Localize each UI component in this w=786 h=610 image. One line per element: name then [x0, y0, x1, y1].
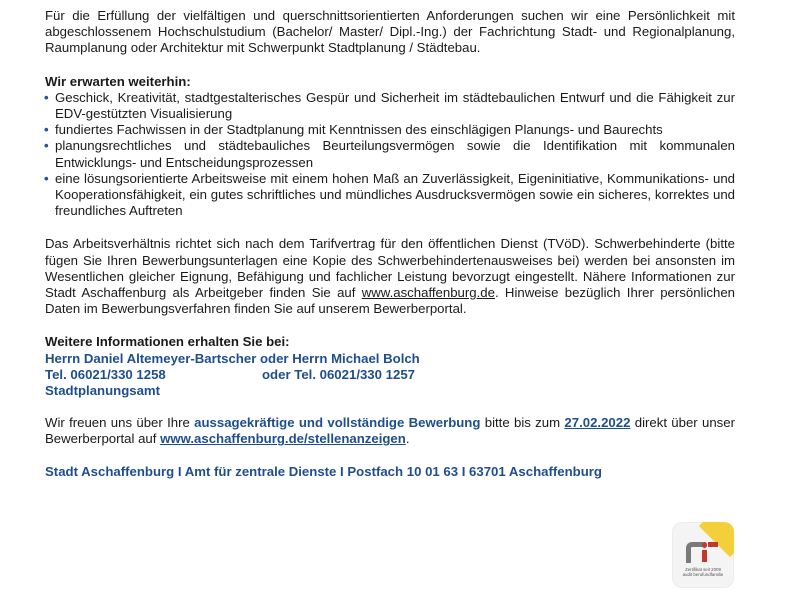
badge-logo-icon — [686, 542, 703, 563]
phone-1: Tel. 06021/330 1258 — [45, 366, 166, 382]
badge-logo-stem-icon — [702, 550, 707, 562]
contact-department: Stadtplanungsamt — [45, 383, 161, 399]
bullet-icon: • — [44, 170, 49, 186]
badge-logo-arm-icon — [708, 542, 718, 547]
footer-address: Stadt Aschaffenburg I Amt für zentrale Dienste I Postfach 10 01 63 I 63701 Aschaffenburg — [45, 463, 602, 479]
portal-link[interactable]: www.aschaffenburg.de/stellenanzeigen — [160, 431, 406, 447]
badge-caption-2: audit berufundfamilie — [682, 572, 724, 577]
bullet-icon: • — [44, 122, 49, 138]
contact-names: Herrn Daniel Altemeyer-Bartscher oder Herrn Michael Bolch — [45, 350, 420, 366]
badge-caption-1: Zertifikat seit 2009 — [685, 567, 721, 572]
intro-paragraph: Für die Erfüllung der vielfältigen und querschnittsorientierten Anforderungen suchen wir eine Persönlichkeit mit abgeschlossenem Hochschulstudium (Bachelor/ Master/ Dipl.-Ing.) der Fachrichtung Stadt- und Regionalplanung, Raumplanung oder Architektur mit Schwerpunkt Stadtplanung / Städtebau. — [45, 8, 735, 56]
closing-paragraph: Wir freuen uns über Ihre aussagekräftige und vollständige Bewerbung bitte bis zum 27.02.2022 direkt über unser Bewerberportal auf www.aschaffenburg.de/stellenanzeigen. — [45, 415, 736, 447]
list-item: • fundiertes Fachwissen in der Stadtplanung mit Kenntnissen des einschlägigen Planungs- und Baurechts — [44, 122, 663, 138]
employment-paragraph: Das Arbeitsverhältnis richtet sich nach dem Tarifvertrag für den öffentlichen Dienst (TVöD). Schwerbehinderte (bitte fügen Sie Ihren Bewerbungsunterlagen eine Kopie des Schwerbehindertenausweises bei) werden bei ansonsten im Wesentlichen gleicher Eignung, Befähigung und fachlicher Leistung bevorzugt eingestellt. Nähere Informationen zur Stadt Aschaffenburg als Arbeitgeber finden Sie auf www.aschaffenburg.de. Hinweise bezüglich Ihrer persönlichen Daten im Bewerbungsverfahren finden Sie auf unserem Bewerberportal. — [45, 236, 735, 317]
job-posting-document — [45, 8, 735, 480]
phone-2: oder Tel. 06021/330 1257 — [262, 366, 415, 382]
list-item: • planungsrechtliches und städtebauliches Beurteilungsvermögen sowie die Identifikation mit kommunalen Entwicklungs- und Entscheidungsprozessen — [44, 138, 735, 170]
expectations-list — [45, 90, 735, 220]
badge-logo-dot-icon — [702, 542, 707, 548]
expectations-heading: Wir erwarten weiterhin: — [45, 73, 191, 89]
list-item: • eine lösungsorientierte Arbeitsweise mit einem hohen Maß an Zuverlässigkeit, Eigeninitiative, Kommunikations- und Kooperationsfähigkeit, ein gutes schriftliches und mündliches Ausdrucksvermögen sowie ein sicheres, korrektes und freundliches Auftreten — [44, 170, 735, 219]
contact-phones — [45, 367, 735, 383]
certificate-badge — [672, 522, 734, 588]
bullet-icon: • — [44, 138, 49, 154]
list-item: • Geschick, Kreativität, stadtgestalterisches Gespür und Sicherheit im städtebaulichen Entwurf und die Fähigkeit zur EDV-gestützten Visualisierung — [44, 89, 735, 122]
deadline-date: 27.02.2022 — [564, 415, 631, 431]
aschaffenburg-website-link[interactable]: www.aschaffenburg.de — [361, 285, 495, 301]
bullet-icon: • — [44, 89, 49, 105]
closing-emphasis: aussagekräftige und vollständige Bewerbung — [194, 415, 481, 431]
contact-heading: Weitere Informationen erhalten Sie bei: — [45, 334, 290, 350]
